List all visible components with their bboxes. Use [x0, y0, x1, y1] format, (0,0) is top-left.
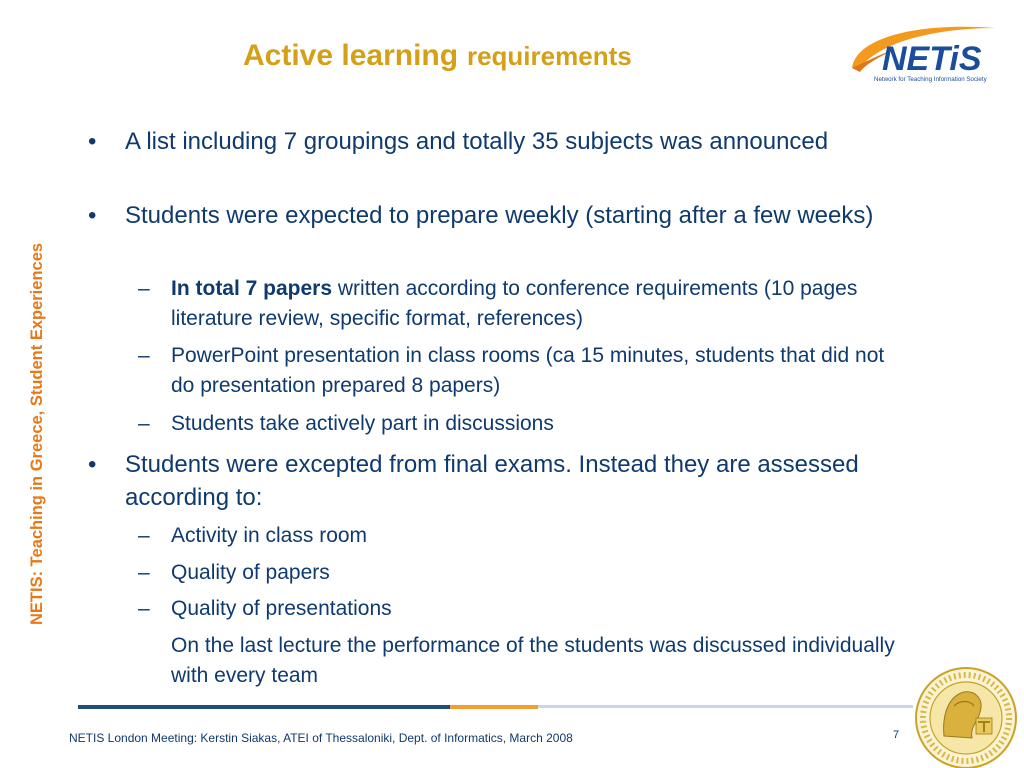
logo-text: NETiS: [882, 40, 982, 78]
sub-bullet-item: [138, 341, 911, 401]
dash-symbol: –: [138, 344, 150, 367]
dash-symbol: –: [138, 412, 150, 435]
bullet-symbol: •: [88, 451, 97, 478]
bullet-item: [88, 448, 885, 514]
logo-tagline: Network for Teaching Information Society: [874, 76, 987, 83]
bullet-text: Students were expected to prepare weekly (starting after a few weeks): [125, 202, 874, 229]
sub-bullet-text: PowerPoint presentation in class rooms (ca 15 minutes, students that did not do presentation prepared 8 papers): [171, 344, 885, 397]
sub-bullet-item: [138, 558, 931, 588]
page-number: 7: [893, 729, 900, 741]
dash-symbol: –: [138, 277, 150, 300]
footer-text: NETIS London Meeting: Kerstin Siakas, ATEI of Thessaloniki, Dept. of Informatics, March 2008: [69, 731, 573, 745]
bullet-symbol: •: [88, 202, 97, 229]
sub-bullet-text: Quality of papers: [171, 561, 330, 584]
footer-divider-light: [538, 705, 913, 708]
sub-bullet-text: Activity in class room: [171, 524, 368, 547]
bullet-text: Students were excepted from final exams. Instead they are assessed according to:: [125, 451, 859, 511]
sub-bullet-text: Students take actively part in discussions: [171, 412, 554, 435]
bullet-item: [88, 125, 925, 158]
bullet-item: [88, 199, 925, 232]
side-text: NETIS: Teaching in Greece, Student Experiences: [28, 242, 46, 625]
sub-bullet-item: [138, 594, 931, 624]
closing-note-text: On the last lecture the performance of the students was discussed individually with every team: [171, 634, 895, 687]
title-main: Active learning: [243, 39, 459, 72]
sub-bullet-bold: In total 7 papers: [171, 277, 333, 300]
title-sub: requirements: [466, 41, 632, 71]
sub-bullet-text: written according to conference requirements (10 pages literature review, specific format, references): [171, 277, 858, 330]
sub-bullet-item: [138, 521, 931, 551]
dash-symbol: –: [138, 597, 150, 620]
sub-bullet-item: [138, 274, 901, 334]
bullet-symbol: •: [88, 128, 97, 155]
closing-note: [171, 631, 931, 691]
university-seal: [914, 666, 1018, 768]
footer-divider-orange: [450, 705, 538, 709]
dash-symbol: –: [138, 561, 150, 584]
footer-divider-blue: [78, 705, 450, 709]
bullet-text: A list including 7 groupings and totally 35 subjects was announced: [125, 128, 829, 155]
seal-graphic: [914, 666, 1018, 768]
dash-symbol: –: [138, 524, 150, 547]
sub-bullet-text: Quality of presentations: [171, 597, 392, 620]
sub-bullet-item: [138, 409, 931, 439]
